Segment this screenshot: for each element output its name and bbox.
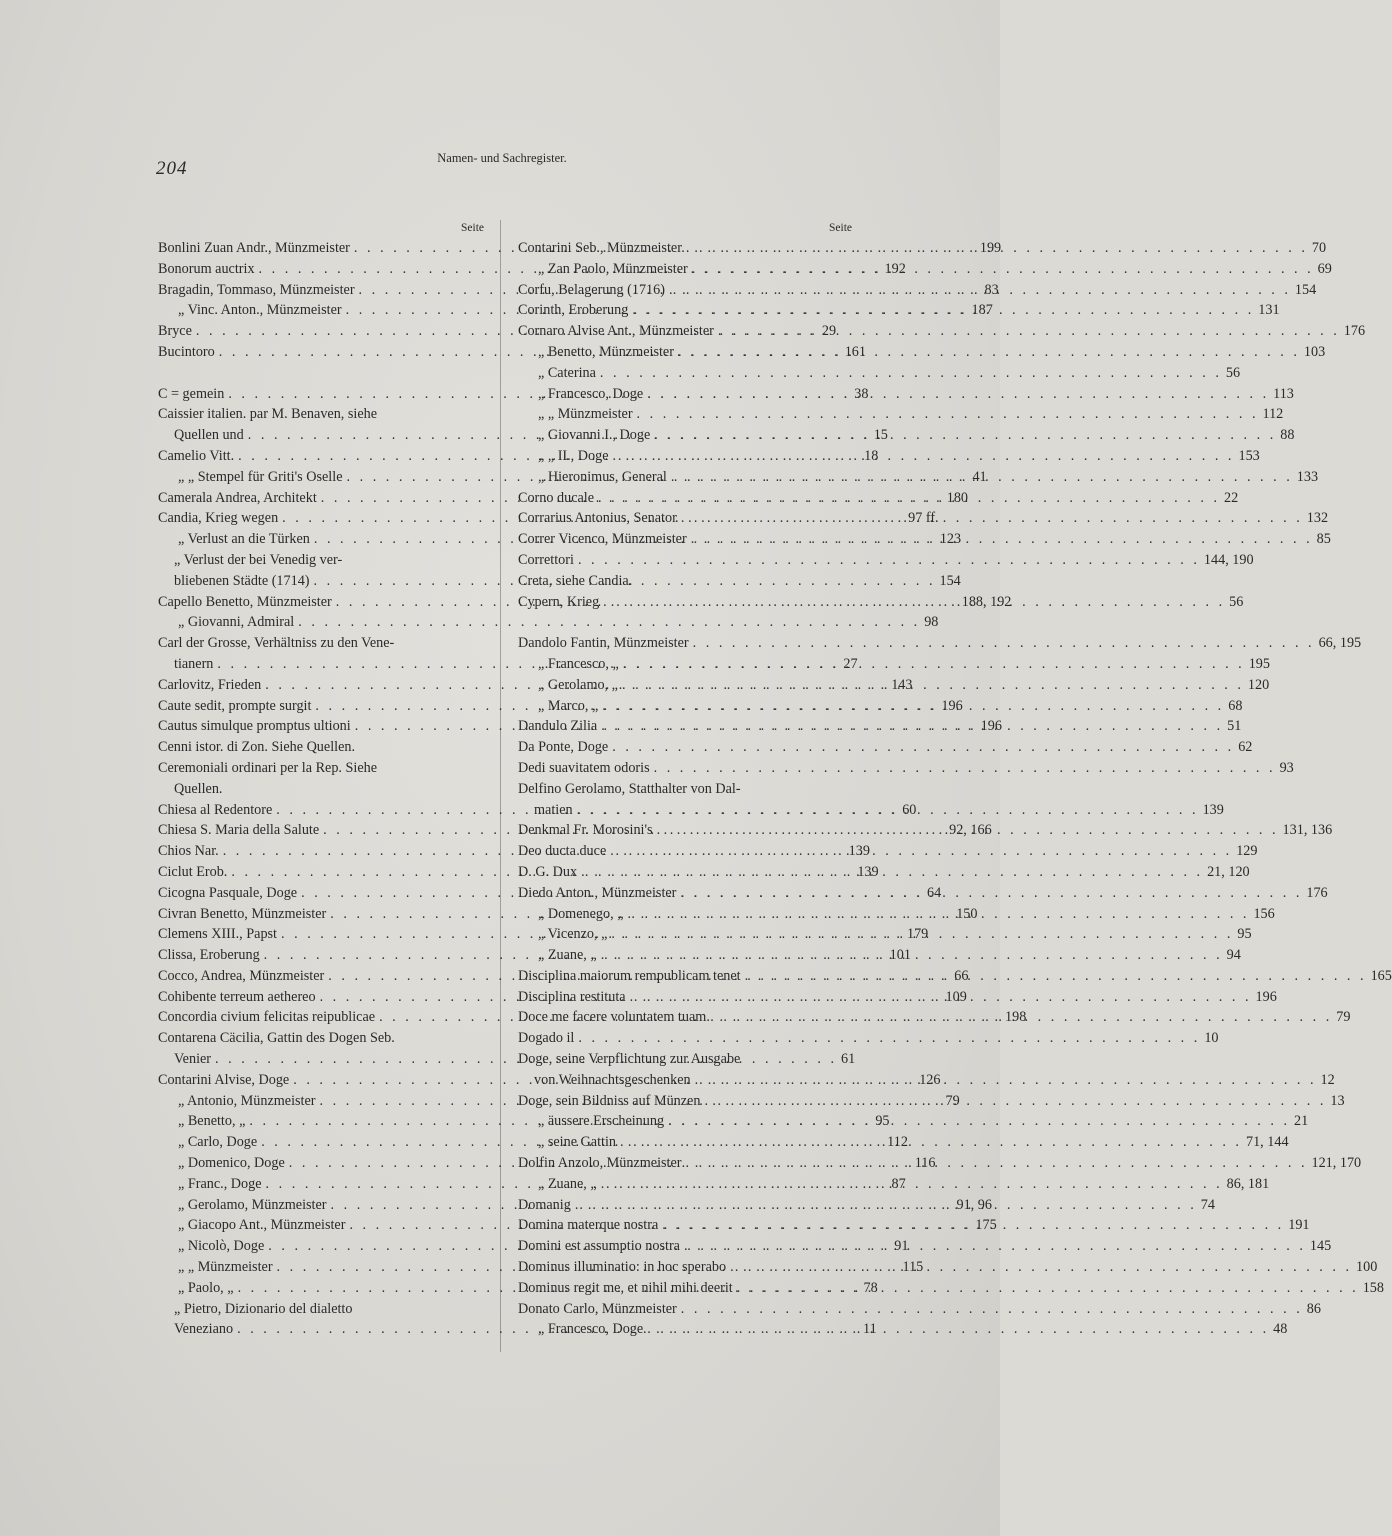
- entry-page: 144, 190: [1203, 551, 1254, 568]
- entry-label: „ Hieronimus, General: [538, 468, 667, 485]
- index-entry-line: Quellen.: [174, 780, 223, 797]
- leader-dots: [643, 384, 1273, 405]
- entry-page: 196: [1255, 988, 1277, 1005]
- entry-label: Cocco, Andrea, Münzmeister: [158, 967, 325, 984]
- index-entry: [518, 633, 1362, 654]
- entry-page: 10: [1204, 1030, 1219, 1047]
- entry-page: 139: [848, 843, 870, 860]
- entry-label: „ äussere Erscheinung: [538, 1113, 665, 1130]
- entry-label: Dominus illuminatio: in hoc sperabo: [518, 1259, 727, 1276]
- entry-label: „ Francesco, Doge: [538, 1321, 644, 1338]
- entry-label: bliebenen Städte (1714): [174, 572, 310, 589]
- entry-page: 71, 144: [1245, 1134, 1289, 1151]
- entry-page: 199: [979, 240, 1002, 256]
- entry-label: Cautus simulque promptus ultioni: [158, 718, 351, 735]
- entry-label: „ Giacopo Ant., Münzmeister: [178, 1217, 346, 1234]
- entry-label: Civran Benetto, Münzmeister: [158, 905, 327, 922]
- index-entry-line: Ceremoniali ordinari per la Rep. Siehe: [158, 759, 378, 776]
- index-entry-line: „ Verlust der bei Venedig ver-: [174, 551, 343, 568]
- index-entry: [518, 737, 1253, 758]
- entry-label: Domina materque nostra: [518, 1217, 659, 1234]
- entry-label: Veneziano: [174, 1321, 234, 1338]
- entry-label: Cicogna Pasquale, Doge: [158, 884, 298, 901]
- entry-page: 38: [854, 385, 869, 402]
- leader-dots: [677, 1299, 1307, 1320]
- entry-label: „ „ Münzmeister: [538, 406, 633, 423]
- entry-label: Correttori: [518, 551, 574, 568]
- leader-dots: [573, 800, 1203, 821]
- entry-page: 158: [1362, 1279, 1384, 1296]
- entry-page: 121, 170: [1311, 1155, 1362, 1172]
- seite-header-left: Seite: [461, 222, 484, 234]
- leader-dots: [665, 280, 1295, 301]
- entry-label: Capello Benetto, Münzmeister: [158, 593, 332, 610]
- leader-dots: [633, 404, 1263, 425]
- entry-page: 133: [1296, 468, 1319, 485]
- entry-page: 64: [927, 884, 942, 901]
- leader-dots: [682, 1153, 1312, 1174]
- entry-page: 109: [945, 988, 967, 1005]
- entry-page: 91, 96: [956, 1196, 992, 1213]
- leader-dots: [618, 675, 1248, 696]
- entry-label: C = gemein: [158, 385, 225, 402]
- entry-label: Concordia civium felicitas reipublicae: [158, 1009, 376, 1026]
- entry-page: 139: [857, 863, 879, 880]
- index-entry: [518, 1028, 1219, 1049]
- leader-dots: [674, 342, 1304, 363]
- entry-page: 18: [864, 447, 879, 464]
- entry-label: „ Giovanni, Admiral: [178, 614, 295, 631]
- leader-dots: [680, 1236, 1310, 1257]
- entry-page: 12: [1320, 1071, 1335, 1088]
- entry-page: 191: [1288, 1217, 1310, 1234]
- section-gap: [518, 612, 852, 633]
- entry-label: „ Carlo, Doge: [178, 1134, 258, 1151]
- entry-label: „ Domenego, „: [538, 905, 624, 922]
- entry-label: Ciclut Erob.: [158, 863, 228, 880]
- index-entry-line: Caissier italien. par M. Benaven, siehe: [158, 406, 378, 423]
- leader-dots: [619, 654, 1249, 675]
- entry-page: 196: [980, 718, 1002, 735]
- entry-label: „ „ II., Doge: [538, 447, 609, 464]
- leader-dots: [571, 1195, 1201, 1216]
- entry-label: Corinth, Eroberung: [518, 302, 629, 319]
- entry-label: „ Gerolamo, „: [538, 676, 618, 693]
- entry-page: 123: [939, 531, 962, 548]
- entry-page: 129: [1236, 843, 1258, 860]
- entry-page: 74: [1200, 1196, 1215, 1213]
- entry-page: 179: [906, 926, 929, 943]
- entry-page: 165: [1370, 967, 1392, 984]
- index-entry: [518, 404, 1284, 425]
- index-entry: [518, 654, 1270, 675]
- entry-page: 15: [873, 427, 888, 444]
- entry-page: 153: [1238, 447, 1260, 464]
- entry-label: Contarini Seb., Münzmeister: [518, 240, 682, 256]
- entry-label: „ Vicenzo, „: [538, 926, 608, 943]
- entry-label: „ Paolo, „: [178, 1279, 234, 1296]
- leader-dots: [676, 883, 1306, 904]
- entry-page: 126: [919, 1071, 941, 1088]
- entry-page: 56: [1229, 593, 1244, 610]
- index-entry: [518, 321, 1366, 342]
- leader-dots: [741, 966, 1371, 987]
- entry-page: 56: [1225, 364, 1241, 381]
- entry-page: 95: [875, 1113, 890, 1130]
- entry-label: „ Gerolamo, Münzmeister: [178, 1196, 327, 1213]
- leader-dots: [653, 820, 1283, 841]
- entry-label: Dogado il: [518, 1030, 575, 1047]
- index-entry-line: Creta, siehe Candia.: [518, 572, 633, 589]
- entry-page: 120: [1247, 676, 1270, 693]
- section-gap: [158, 363, 484, 384]
- entry-label: Clissa, Eroberung: [158, 947, 260, 964]
- index-entry: [158, 612, 939, 633]
- leader-dots: [597, 716, 1227, 737]
- entry-page: 70: [1311, 240, 1327, 256]
- entry-label: „ Zuane, „: [538, 947, 597, 964]
- entry-label: tianern: [174, 655, 214, 672]
- entry-label: „ Antonio, Münzmeister: [178, 1092, 316, 1109]
- entry-label: „ Nicolò, Doge: [178, 1238, 265, 1255]
- entry-page: 87: [891, 1175, 906, 1192]
- leader-dots: [726, 1257, 1356, 1278]
- entry-label: Doce me facere voluntatem tuam: [518, 1009, 707, 1026]
- entry-label: „ Francesco, „: [538, 655, 619, 672]
- entry-page: 61: [840, 1051, 856, 1068]
- leader-dots: [624, 904, 1254, 925]
- entry-page: 176: [1343, 323, 1366, 340]
- leader-dots: [650, 758, 1280, 779]
- entry-page: 188, 192: [961, 593, 1012, 610]
- index-entry-line: Doge, seine Verpflichtung zur Ausgabe: [518, 1051, 741, 1068]
- index-entry-line: Cenni istor. di Zon. Siehe Quellen.: [158, 739, 356, 756]
- entry-page: 103: [1303, 343, 1326, 360]
- entry-page: 66, 195: [1318, 635, 1362, 652]
- entry-label: Bucintoro: [158, 343, 215, 360]
- entry-label: „ Franc., Doge: [178, 1175, 262, 1192]
- entry-page: 95: [1237, 926, 1252, 943]
- entry-page: 94: [1226, 947, 1241, 964]
- entry-label: Dandolo Fantin, Münzmeister: [518, 635, 689, 652]
- index-entry-line: Delfino Gerolamo, Statthalter von Dal-: [518, 780, 741, 797]
- entry-label: Deo ducta duce: [518, 843, 607, 860]
- entry-label: „ Marco, „: [538, 697, 599, 714]
- entry-page: 156: [1253, 905, 1275, 922]
- entry-label: Clemens XIII., Papst: [158, 926, 278, 943]
- entry-label: „ Benetto, „: [178, 1113, 246, 1130]
- entry-label: Dedi suavitatem odoris: [518, 759, 650, 776]
- entry-label: „ „ Münzmeister: [178, 1259, 273, 1276]
- entry-label: „ „ Stempel für Griti's Oselle: [178, 468, 343, 485]
- entry-page: 116: [914, 1155, 936, 1172]
- entry-label: Corfu, Belagerung (1716): [518, 281, 665, 298]
- leader-dots: [598, 696, 1228, 717]
- entry-page: 113: [1273, 385, 1294, 402]
- leader-dots: [664, 1111, 1294, 1132]
- leader-dots: [688, 259, 1318, 280]
- entry-label: Domini est assumptio nostra: [518, 1238, 680, 1255]
- entry-label: D. G. Dux: [518, 863, 578, 880]
- leader-dots: [700, 1091, 1330, 1112]
- entry-page: 93: [1279, 759, 1294, 776]
- entry-label: Doge, sein Bildniss auf Münzen: [518, 1092, 701, 1109]
- entry-label: „ Domenico, Doge: [178, 1155, 285, 1172]
- entry-label: Bonorum auctrix: [158, 260, 255, 277]
- entry-label: „ Giovanni I., Doge: [538, 427, 651, 444]
- index-entry: [518, 758, 1294, 779]
- leader-dots: [626, 987, 1256, 1008]
- entry-page: 175: [975, 1217, 997, 1234]
- index-entry-line: „ Pietro, Dizionario del dialetto: [174, 1300, 353, 1317]
- entry-label: Dominus regit me, et nihil mihi deerit: [518, 1279, 733, 1296]
- leader-dots: [677, 508, 1307, 529]
- entry-label: matien: [534, 801, 573, 818]
- entry-page: 132: [1306, 510, 1329, 527]
- entry-page: 112: [887, 1134, 908, 1151]
- entry-page: 154: [1294, 281, 1317, 298]
- entry-page: 83: [984, 281, 999, 298]
- entry-label: „ Vinc. Anton., Münzmeister: [178, 302, 342, 319]
- entry-page: 139: [1202, 801, 1224, 818]
- leader-dots: [577, 862, 1207, 883]
- entry-page: 91: [894, 1238, 909, 1255]
- entry-page: 27: [843, 655, 858, 672]
- entry-label: Cornaro Alvise Ant., Münzmeister: [518, 323, 714, 340]
- index-entry-line: Carl der Grosse, Verhältniss zu den Vene-: [158, 635, 395, 652]
- index-entry: [518, 550, 1254, 571]
- entry-page: 97 ff.: [908, 510, 939, 527]
- entry-label: Correr Vicenco, Münzmeister: [518, 531, 687, 548]
- entry-page: 86: [1306, 1300, 1321, 1317]
- leader-dots: [609, 446, 1239, 467]
- entry-page: 29: [821, 323, 837, 340]
- entry-page: 198: [1005, 1009, 1027, 1026]
- entry-label: Bragadin, Tommaso, Münzmeister: [158, 281, 355, 298]
- entry-page: 192: [884, 260, 906, 277]
- entry-page: 145: [1309, 1238, 1332, 1255]
- entry-label: „ Zan Paolo, Münzmeister: [538, 260, 688, 277]
- entry-label: Cohibente terreum aethereo: [158, 988, 316, 1005]
- index-entry-line: Contarena Cäcilia, Gattin des Dogen Seb.: [158, 1030, 395, 1047]
- leader-dots: [574, 550, 1204, 571]
- entry-page: 60: [902, 801, 917, 818]
- entry-page: 69: [1317, 260, 1332, 277]
- entry-page: 131, 136: [1282, 822, 1333, 839]
- entry-page: 196: [941, 697, 963, 714]
- entry-page: 88: [1280, 427, 1295, 444]
- entry-label: Bonlini Zuan Andr., Münzmeister: [158, 240, 350, 256]
- entry-page: 13: [1330, 1092, 1345, 1109]
- page-number: 204: [156, 158, 188, 179]
- entry-label: Caute sedit, prompte surgit: [158, 697, 312, 714]
- leader-dots: [650, 425, 1280, 446]
- entry-label: „ Verlust an die Türken: [178, 531, 310, 548]
- entry-label: Diedo Anton., Münzmeister: [518, 884, 677, 901]
- entry-label: Dolfin Anzolo, Münzmeister: [518, 1155, 682, 1172]
- leader-dots: [574, 1028, 1204, 1049]
- leader-dots: [733, 1278, 1363, 1299]
- entry-page: 79: [945, 1092, 960, 1109]
- index-entry: [518, 363, 1241, 384]
- entry-label: „ seine Gattin: [538, 1134, 617, 1151]
- seite-header-right: Seite: [829, 222, 852, 234]
- entry-label: Cypern, Krieg: [518, 593, 600, 610]
- running-title: Namen- und Sachregister.: [437, 151, 567, 165]
- leader-dots: [658, 1215, 1288, 1236]
- entry-page: 41: [972, 468, 987, 485]
- leader-dots: [691, 1070, 1321, 1091]
- entry-label: Disciplina maiorum rempublicam tenet: [518, 967, 741, 984]
- entry-label: Contarini Alvise, Doge: [158, 1071, 290, 1088]
- entry-label: Disciplina restituta: [518, 988, 626, 1005]
- entry-label: von Weihnachtsgeschenken: [534, 1071, 691, 1088]
- entry-page: 180: [946, 489, 968, 506]
- leader-dots: [706, 1007, 1336, 1028]
- entry-label: Camelio Vitt.: [158, 447, 235, 464]
- leader-dots: [596, 363, 1226, 384]
- entry-page: 78: [863, 1279, 878, 1296]
- entry-page: 48: [1273, 1321, 1288, 1338]
- leader-dots: [643, 1319, 1273, 1340]
- leader-dots: [682, 238, 1312, 259]
- entry-label: Corrarius Antonius, Senator: [518, 510, 677, 527]
- leader-dots: [689, 633, 1319, 654]
- leader-dots: [597, 945, 1227, 966]
- entry-label: Candia, Krieg wegen: [158, 510, 279, 527]
- entry-page: 85: [1316, 531, 1331, 548]
- entry-page: 115: [902, 1259, 924, 1276]
- entry-label: Corno ducale: [518, 489, 595, 506]
- entry-label: Chios Nar.: [158, 843, 219, 860]
- entry-page: 51: [1227, 718, 1242, 735]
- entry-page: 62: [1238, 739, 1253, 756]
- entry-page: 112: [1262, 406, 1284, 423]
- leader-dots: [687, 529, 1317, 550]
- entry-page: 21: [1294, 1113, 1309, 1130]
- leader-dots: [597, 1174, 1227, 1195]
- entry-label: Carlovitz, Frieden: [158, 676, 262, 693]
- entry-label: Denkmal Fr. Morosini's: [518, 822, 653, 839]
- leader-dots: [606, 841, 1236, 862]
- entry-label: Bryce: [158, 323, 192, 340]
- entry-label: Dandulo Zilia: [518, 718, 598, 735]
- entry-page: 143: [891, 676, 913, 693]
- entry-label: Domanig: [518, 1196, 571, 1213]
- leader-dots: [608, 737, 1238, 758]
- leader-dots: [616, 1132, 1246, 1153]
- entry-label: „ Francesco, Doge: [538, 385, 644, 402]
- entry-page: 11: [863, 1321, 877, 1338]
- leader-dots: [594, 488, 1224, 509]
- leader-dots: [628, 300, 1258, 321]
- entry-page: 187: [971, 302, 993, 319]
- leader-dots: [607, 924, 1237, 945]
- entry-page: 98: [924, 614, 939, 631]
- entry-page: 131: [1258, 302, 1280, 319]
- leader-dots: [667, 467, 1297, 488]
- entry-label: „ Benetto, Münzmeister: [538, 343, 674, 360]
- entry-page: 92, 166: [949, 822, 992, 839]
- entry-page: 21, 120: [1207, 863, 1250, 880]
- entry-page: 150: [956, 905, 978, 922]
- entry-page: 22: [1224, 489, 1239, 506]
- entry-page: 176: [1306, 884, 1328, 901]
- entry-page: 154: [939, 572, 961, 589]
- index-entry: [518, 1299, 1321, 1320]
- entry-page: 195: [1248, 655, 1270, 672]
- entry-label: Da Ponte, Doge: [518, 739, 609, 756]
- entry-label: Camerala Andrea, Architekt: [158, 489, 317, 506]
- entry-page: 86, 181: [1226, 1175, 1270, 1192]
- entry-page: 79: [1336, 1009, 1351, 1026]
- entry-label: Venier: [174, 1051, 212, 1068]
- entry-label: Donato Carlo, Münzmeister: [518, 1300, 677, 1317]
- entry-label: Chiesa S. Maria della Salute: [158, 822, 320, 839]
- leader-dots: [599, 592, 1229, 613]
- leader-dots: [714, 321, 1344, 342]
- entry-page: 100: [1356, 1259, 1378, 1276]
- entry-page: 161: [844, 343, 866, 360]
- entry-label: „ Caterina: [538, 364, 596, 381]
- entry-page: 66: [954, 967, 969, 984]
- entry-label: Quellen und: [174, 427, 244, 444]
- entry-page: 68: [1228, 697, 1243, 714]
- entry-page: 101: [889, 947, 911, 964]
- entry-label: „ Zuane, „: [538, 1175, 597, 1192]
- entry-label: Chiesa al Redentore: [158, 801, 273, 818]
